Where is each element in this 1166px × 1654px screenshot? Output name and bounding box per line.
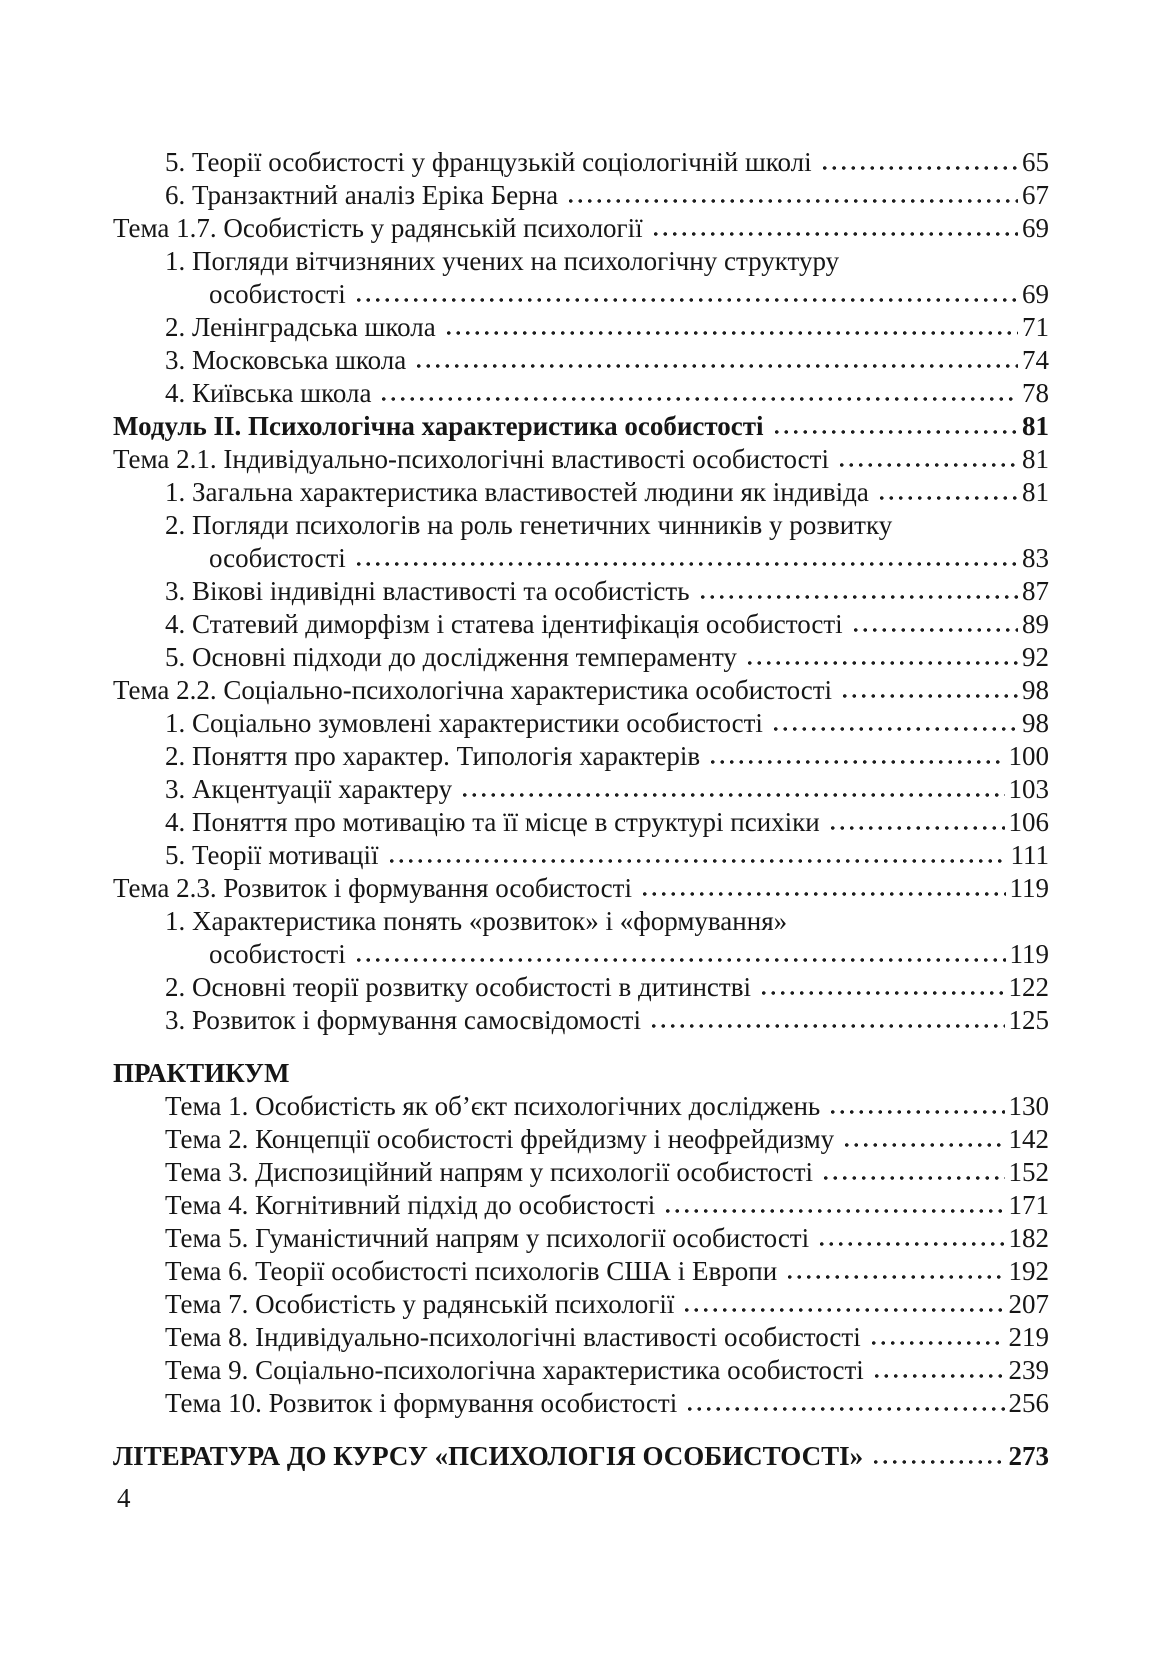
dot-leader: [708, 759, 1004, 765]
toc-list: [113, 146, 1049, 1473]
toc-entry-label: 1. Погляди вітчизняних учених на психологічну структуру: [165, 246, 840, 276]
toc-entry-page: 142: [1008, 1124, 1049, 1154]
dot-leader: [817, 1241, 1004, 1247]
toc-entry-label: 5. Основні підходи до дослідження темпераменту: [165, 642, 737, 672]
toc-entry-label: 3. Розвиток і формування самосвідомості: [165, 1005, 641, 1035]
toc-entry-label: Тема 6. Теорії особистості психологів США і Европи: [165, 1256, 778, 1286]
dot-leader: [682, 1307, 1004, 1313]
toc-entry-page: 98: [1022, 675, 1049, 705]
dot-leader: [828, 825, 1005, 831]
toc-entry-label: 2. Основні теорії розвитку особистості в дитинстві: [165, 972, 751, 1002]
dot-leader: [354, 297, 1018, 303]
toc-entry: [113, 443, 1049, 476]
toc-entry: [113, 1123, 1049, 1156]
toc-entry-page: 69: [1022, 279, 1049, 309]
toc-entry: [113, 872, 1049, 905]
dot-leader: [837, 462, 1018, 468]
dot-leader: [387, 858, 1007, 864]
toc-entry: [113, 1156, 1049, 1189]
toc-entry-page: 71: [1022, 312, 1049, 342]
toc-entry-label: 6. Транзактний аналіз Еріка Берна: [165, 180, 559, 210]
toc-entry-page: 256: [1008, 1388, 1049, 1418]
toc-entry-label: Тема 2.1. Індивідуально-психологічні властивості особистості: [113, 444, 829, 474]
toc-entry: [113, 839, 1049, 872]
toc-entry-label: Тема 4. Когнітивний підхід до особистості: [165, 1190, 656, 1220]
toc-entry-label: ПРАКТИКУМ: [113, 1058, 290, 1088]
toc-entry: [113, 905, 1049, 938]
dot-leader: [785, 1274, 1004, 1280]
toc-entry-page: 67: [1022, 180, 1049, 210]
toc-entry-page: 103: [1008, 774, 1049, 804]
toc-entry-label: особистості: [209, 543, 346, 573]
toc-entry-label: 2. Погляди психологів на роль генетичних чинників у розвитку: [165, 510, 893, 540]
toc-entry: [113, 806, 1049, 839]
dot-leader: [414, 363, 1018, 369]
toc-entry-label: Тема 10. Розвиток і формування особистості: [165, 1388, 678, 1418]
toc-entry: [113, 212, 1049, 245]
dot-leader: [640, 891, 1006, 897]
dot-leader: [698, 594, 1018, 600]
toc-entry-page: 122: [1008, 972, 1049, 1002]
toc-entry: [113, 608, 1049, 641]
toc-entry-label: Тема 3. Диспозиційний напрям у психології особистості: [165, 1157, 814, 1187]
toc-entry-page: 78: [1022, 378, 1049, 408]
toc-entry: [113, 410, 1049, 443]
toc-entry: [113, 278, 1049, 311]
toc-entry: [113, 245, 1049, 278]
toc-entry-label: Тема 1. Особистість як об’єкт психологічних досліджень: [165, 1091, 821, 1121]
toc-entry-page: 125: [1008, 1005, 1049, 1035]
toc-entry-page: 87: [1022, 576, 1049, 606]
toc-entry-label: 1. Соціально зумовлені характеристики особистості: [165, 708, 763, 738]
page-number-footer: 4: [117, 1483, 131, 1513]
toc-entry: [113, 740, 1049, 773]
dot-leader: [851, 627, 1018, 633]
toc-entry-label: 5. Теорії мотивації: [165, 840, 379, 870]
toc-entry-page: 100: [1008, 741, 1049, 771]
toc-entry: [113, 1321, 1049, 1354]
toc-entry-page: 273: [1008, 1441, 1049, 1471]
toc-entry: [113, 641, 1049, 674]
toc-entry-page: 182: [1008, 1223, 1049, 1253]
toc-entry-page: 89: [1022, 609, 1049, 639]
toc-entry-page: 106: [1008, 807, 1049, 837]
toc-entry-label: Тема 2.2. Соціально-психологічна характеристика особистості: [113, 675, 833, 705]
toc-entry-label: 2. Поняття про характер. Типологія характерів: [165, 741, 701, 771]
toc-entry-page: 111: [1010, 840, 1049, 870]
toc-entry-label: Тема 1.7. Особистість у радянській психології: [113, 213, 643, 243]
dot-leader: [840, 693, 1018, 699]
toc-entry-label: Тема 9. Соціально-психологічна характеристика особистості: [165, 1355, 864, 1385]
toc-entry: [113, 773, 1049, 806]
toc-entry-page: 81: [1022, 444, 1049, 474]
dot-leader: [771, 726, 1018, 732]
toc-entry-label: Тема 5. Гуманістичний напрям у психології особистості: [165, 1223, 810, 1253]
toc-entry-label: 3. Акцентуації характеру: [165, 774, 453, 804]
dot-leader: [828, 1109, 1004, 1115]
toc-entry-label: Тема 8. Індивідуально-психологічні властивості особистості: [165, 1322, 861, 1352]
toc-entry: [113, 1440, 1049, 1473]
toc-entry: [113, 1222, 1049, 1255]
toc-entry-page: 171: [1008, 1190, 1049, 1220]
toc-entry: [113, 344, 1049, 377]
toc-entry-page: 239: [1008, 1355, 1049, 1385]
toc-entry: [113, 1004, 1049, 1037]
toc-entry: [113, 674, 1049, 707]
toc-entry-page: 92: [1022, 642, 1049, 672]
dot-leader: [869, 1340, 1005, 1346]
toc-entry-page: 83: [1022, 543, 1049, 573]
toc-entry-page: 119: [1009, 873, 1049, 903]
dot-leader: [820, 165, 1018, 171]
toc-entry: [113, 1387, 1049, 1420]
toc-entry: [113, 542, 1049, 575]
toc-entry: [113, 311, 1049, 344]
toc-entry-label: 5. Теорії особистості у французькій соціологічній школі: [165, 147, 812, 177]
dot-leader: [745, 660, 1018, 666]
dot-leader: [877, 495, 1018, 501]
toc-entry-page: 119: [1009, 939, 1049, 969]
toc-entry-label: особистості: [209, 279, 346, 309]
dot-leader: [649, 1023, 1005, 1029]
toc-entry: [113, 476, 1049, 509]
toc-entry: [113, 1057, 1049, 1090]
toc-entry-label: Тема 2.3. Розвиток і формування особистості: [113, 873, 632, 903]
toc-entry-label: ЛІТЕРАТУРА ДО КУРСУ «ПСИХОЛОГІЯ ОСОБИСТОСТІ»: [113, 1441, 864, 1471]
toc-entry-page: 130: [1008, 1091, 1049, 1121]
toc-entry-label: 4. Поняття про мотивацію та її місце в структурі психіки: [165, 807, 820, 837]
toc-entry: [113, 377, 1049, 410]
toc-entry: [113, 509, 1049, 542]
dot-leader: [821, 1175, 1004, 1181]
toc-entry: [113, 1189, 1049, 1222]
toc-entry-label: особистості: [209, 939, 346, 969]
toc-entry-page: 81: [1022, 477, 1049, 507]
dot-leader: [759, 990, 1005, 996]
toc-entry: [113, 1255, 1049, 1288]
toc-entry: [113, 938, 1049, 971]
dot-leader: [444, 330, 1018, 336]
dot-leader: [379, 396, 1018, 402]
toc-entry-label: 3. Московська школа: [165, 345, 407, 375]
toc-entry-page: 69: [1022, 213, 1049, 243]
toc-entry-page: 192: [1008, 1256, 1049, 1286]
toc-entry-label: Тема 7. Особистість у радянській психології: [165, 1289, 675, 1319]
dot-leader: [842, 1142, 1004, 1148]
toc-entry: [113, 179, 1049, 212]
toc-entry-page: 98: [1022, 708, 1049, 738]
toc-entry-label: 1. Загальна характеристика властивостей людини як індивіда: [165, 477, 869, 507]
toc-entry: [113, 707, 1049, 740]
dot-leader: [651, 231, 1018, 237]
dot-leader: [354, 957, 1006, 963]
toc-entry: [113, 1354, 1049, 1387]
toc-entry-label: 2. Ленінградська школа: [165, 312, 436, 342]
toc-entry: [113, 971, 1049, 1004]
toc-entry-label: 1. Характеристика понять «розвиток» і «формування»: [165, 906, 788, 936]
dot-leader: [772, 429, 1018, 435]
toc-entry-page: 74: [1022, 345, 1049, 375]
dot-leader: [685, 1406, 1004, 1412]
dot-leader: [872, 1373, 1005, 1379]
toc-entry: [113, 1090, 1049, 1123]
toc-entry-label: Тема 2. Концепції особистості фрейдизму і неофрейдизму: [165, 1124, 835, 1154]
toc-entry: [113, 146, 1049, 179]
toc-entry-page: 219: [1008, 1322, 1049, 1352]
toc-entry-label: Модуль ІІ. Психологічна характеристика особистості: [113, 411, 764, 441]
toc-entry-page: 152: [1008, 1157, 1049, 1187]
dot-leader: [354, 561, 1018, 567]
dot-leader: [566, 198, 1018, 204]
dot-leader: [663, 1208, 1004, 1214]
toc-entry-page: 81: [1022, 411, 1049, 441]
toc-entry-label: 3. Вікові індивідні властивості та особистість: [165, 576, 690, 606]
toc-entry: [113, 1288, 1049, 1321]
toc-entry-label: 4. Статевий диморфізм і статева ідентифікація особистості: [165, 609, 843, 639]
toc-entry: [113, 575, 1049, 608]
toc-entry-page: 207: [1008, 1289, 1049, 1319]
dot-leader: [460, 792, 1004, 798]
toc-entry-label: 4. Київська школа: [165, 378, 372, 408]
dot-leader: [871, 1459, 1004, 1465]
toc-entry-page: 65: [1022, 147, 1049, 177]
